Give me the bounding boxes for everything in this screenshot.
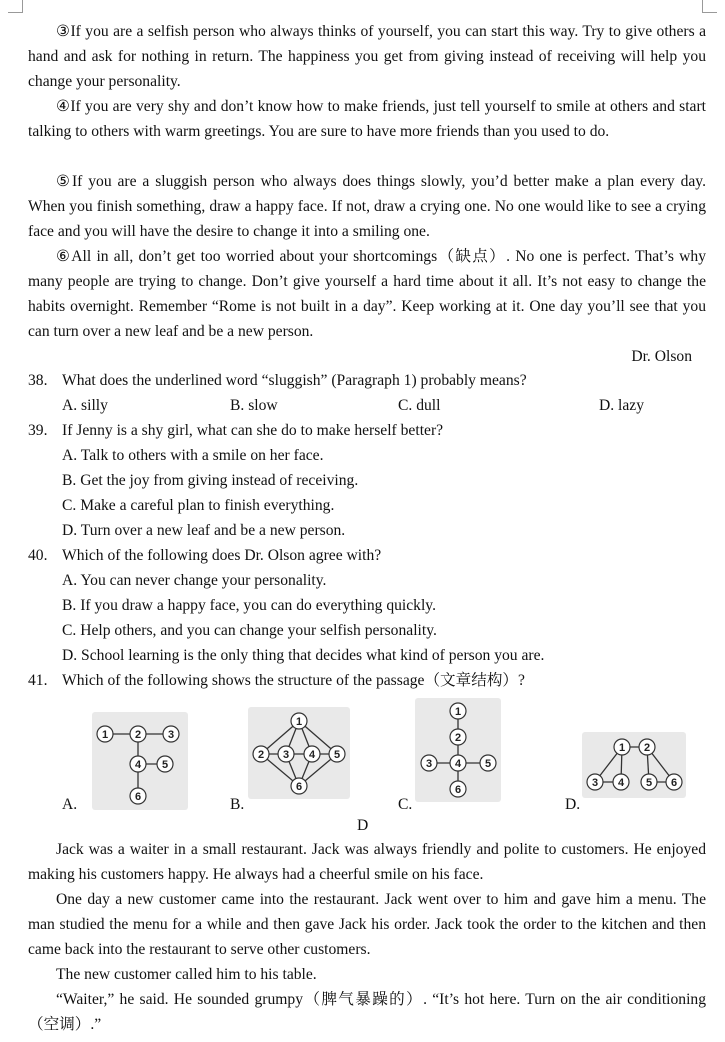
diagram-node-label: 5: [161, 759, 169, 771]
option-38-a: A. silly: [62, 397, 108, 414]
diagram-node-label: 1: [618, 742, 626, 754]
option-38-b: B. slow: [230, 397, 278, 414]
question-number: 38.: [28, 372, 48, 389]
question-41: [28, 668, 525, 693]
option-38-c: C. dull: [398, 397, 441, 414]
question-text: What does the underlined word “sluggish” (Paragraph 1) probably means?: [62, 372, 527, 389]
margin-corner-mark: [702, 0, 717, 13]
diagram-node-label: 6: [134, 791, 142, 803]
diagram-node-label: 5: [333, 749, 341, 761]
author-signature: Dr. Olson: [631, 348, 692, 365]
diagram-node-label: 2: [454, 732, 462, 744]
diagram-node-label: 6: [295, 781, 303, 793]
option-40-d: D. School learning is the only thing that decides what kind of person you are.: [62, 647, 545, 664]
question-text: If Jenny is a shy girl, what can she do to make herself better?: [62, 422, 444, 439]
structure-diagram-c: [415, 698, 501, 802]
diagram-label-a: A.: [62, 796, 78, 813]
option-40-b: B. If you draw a happy face, you can do everything quickly.: [62, 597, 436, 614]
diagram-node-label: 1: [101, 729, 109, 741]
margin-corner-mark: [8, 0, 23, 13]
diagram-node-label: 3: [167, 729, 175, 741]
question-text: Which of the following does Dr. Olson agree with?: [62, 547, 382, 564]
paragraph-3: ③If you are a selfish person who always thinks of yourself, you can start this way. Try to give others a hand and ask for nothing in return. The happiness you get from giving instead of receiving will help you change your personality.: [28, 23, 706, 90]
paragraph-4: ④If you are very shy and don’t know how to make friends, just tell yourself to smile at others and start talking to others with warm greetings. You are sure to have more friends than you used to do.: [28, 98, 706, 140]
diagram-node-label: 4: [454, 758, 462, 770]
option-39-a: A. Talk to others with a smile on her face.: [62, 447, 324, 464]
question-39: [28, 418, 443, 443]
diagram-label-b: B.: [230, 796, 245, 813]
diagram-node-label: 4: [308, 749, 316, 761]
option-40-a: A. You can never change your personality.: [62, 572, 327, 589]
diagram-node-label: 5: [484, 758, 492, 770]
diagram-node-label: 2: [134, 729, 142, 741]
diagram-node-label: 3: [282, 749, 290, 761]
diagram-node-label: 2: [257, 749, 265, 761]
question-text: Which of the following shows the structure of the passage（文章结构）?: [62, 672, 525, 689]
diagram-node-label: 5: [645, 777, 653, 789]
structure-diagram-a: [92, 712, 188, 810]
diagram-node-label: 4: [134, 759, 142, 771]
diagram-node-label: 1: [454, 706, 462, 718]
diagram-node-label: 6: [454, 784, 462, 796]
option-40-c: C. Help others, and you can change your selfish personality.: [62, 622, 437, 639]
option-39-d: D. Turn over a new leaf and be a new person.: [62, 522, 346, 539]
paragraph-5: ⑤If you are a sluggish person who always does things slowly, you’d better make a plan every day. When you finish something, draw a happy face. If not, draw a crying one. No one would like to see a crying face and you will have the desire to change it into a smiling one.: [28, 173, 706, 240]
option-39-c: C. Make a careful plan to finish everything.: [62, 497, 335, 514]
diagram-node-label: 1: [295, 716, 303, 728]
question-40: [28, 543, 381, 568]
section-letter: D: [357, 817, 369, 834]
story-paragraph-1: Jack was a waiter in a small restaurant. Jack was always friendly and polite to customers. He enjoyed making his customers happy. He always had a cheerful smile on his face.: [28, 841, 706, 883]
diagram-node-label: 4: [617, 777, 625, 789]
question-number: 39.: [28, 422, 48, 439]
story-paragraph-2: One day a new customer came into the restaurant. Jack went over to him and gave him a menu. The man studied the menu for a while and then gave Jack his order. Jack took the order to the kitchen and then came back into the restaurant to serve other customers.: [28, 891, 706, 958]
paragraph-6: ⑥All in all, don’t get too worried about your shortcomings（缺点）. No one is perfect. That’s why many people are trying to change. Don’t give yourself a hard time about it all. It’s not easy to change the habits overnight. Remember “Rome is not built in a day”. Keep working at it. One day you’ll see that you can turn over a new leaf and be a new person.: [28, 248, 706, 340]
diagram-label-d: D.: [565, 796, 581, 813]
option-39-b: B. Get the joy from giving instead of receiving.: [62, 472, 359, 489]
diagram-node-label: 2: [643, 742, 651, 754]
structure-diagram-b: [248, 707, 350, 799]
question-38: [28, 368, 527, 393]
option-38-d: D. lazy: [599, 397, 645, 414]
question-number: 40.: [28, 547, 48, 564]
story-paragraph-4: “Waiter,” he said. He sounded grumpy（脾气暴躁的）. “It’s hot here. Turn on the air conditioning（空调）.”: [28, 991, 706, 1033]
diagram-node-label: 3: [425, 758, 433, 770]
structure-diagram-d: [582, 732, 686, 798]
diagram-label-c: C.: [398, 796, 413, 813]
story-paragraph-3: The new customer called him to his table.: [56, 966, 317, 983]
question-number: 41.: [28, 672, 48, 689]
diagram-node-label: 6: [670, 777, 678, 789]
diagram-node-label: 3: [591, 777, 599, 789]
